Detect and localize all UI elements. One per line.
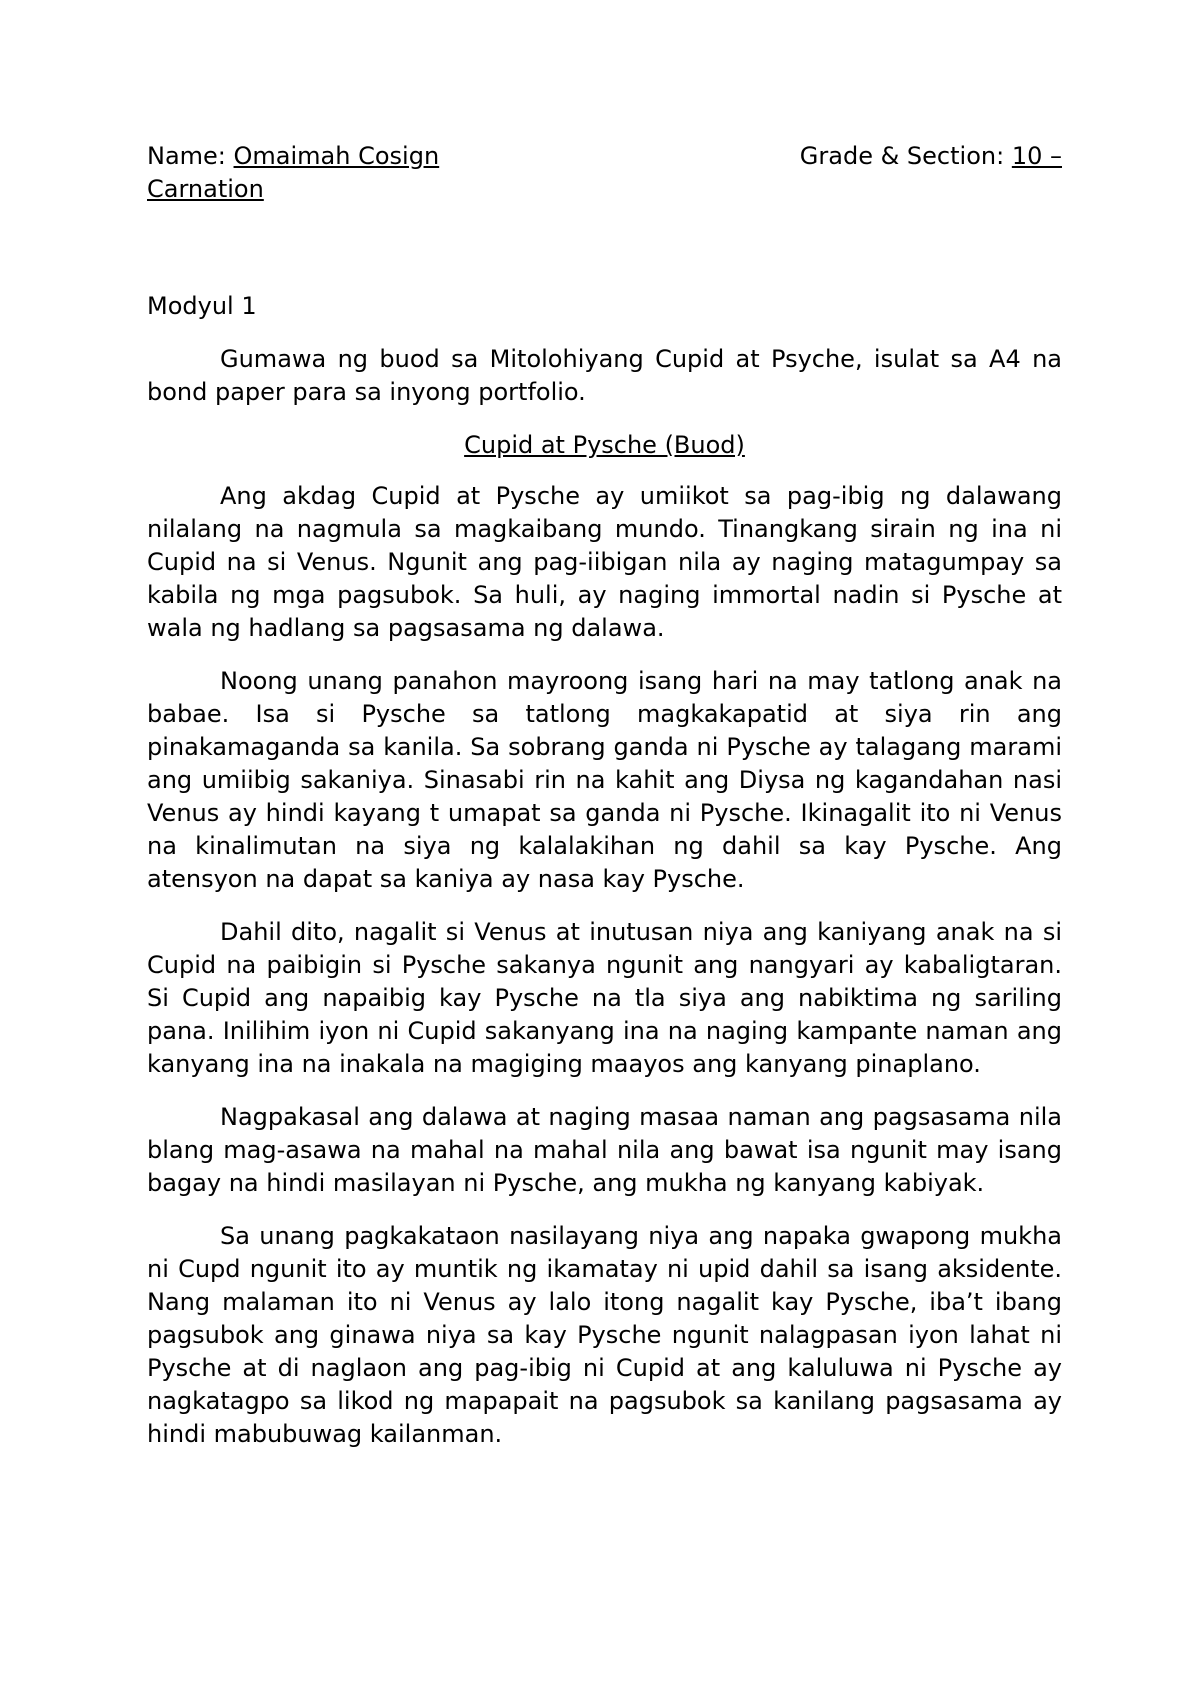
story-title-text: Cupid at Pysche (Buod): [464, 431, 745, 459]
paragraph: Ang akdag Cupid at Pysche ay umiikot sa pag-ibig ng dalawang nilalang na nagmula sa magkaibang mundo. Tinangkang sirain ng ina ni Cupid na si Venus. Ngunit ang pag-iibigan nila ay naging matagumpay sa kabila ng mga pagsubok. Sa huli, ay naging immortal nadin si Pysche at wala ng hadlang sa pagsasama ng dalawa.: [147, 482, 1062, 642]
paragraph: Nagpakasal ang dalawa at naging masaa naman ang pagsasama nila blang mag-asawa na mahal na mahal nila ang bawat isa ngunit may isang bagay na hindi masilayan ni Pysche, ang mukha ng kanyang kabiyak.: [147, 1103, 1062, 1197]
section-value: Carnation: [147, 175, 264, 203]
paragraph: Dahil dito, nagalit si Venus at inutusan niya ang kaniyang anak na si Cupid na paibigin si Pysche sakanya ngunit ang nangyari ay kabaligtaran. Si Cupid ang napaibig kay Pysche na tla siya ang nabiktima ng sariling pana. Inilihim iyon ni Cupid sakanyang ina na naging kampante naman ang kanyang ina na inakala na magiging maayos ang kanyang pinaplano.: [147, 918, 1062, 1078]
paragraph: Noong unang panahon mayroong isang hari na may tatlong anak na babae. Isa si Pysche sa tatlong magkakapatid at siya rin ang pinakamaganda sa kanila. Sa sobrang ganda ni Pysche ay talagang marami ang umiibig sakaniya. Sinasabi rin na kahit ang Diysa ng kagandahan nasi Venus ay hindi kayang t umapat sa ganda ni Pysche. Ikinagalit ito ni Venus na kinalimutan na siya ng kalalakihan ng dahil sa kay Pysche. Ang atensyon na dapat sa kaniya ay nasa kay Pysche.: [147, 667, 1062, 893]
paragraph: Sa unang pagkakataon nasilayang niya ang napaka gwapong mukha ni Cupd ngunit ito ay muntik ng ikamatay ni upid dahil sa isang aksidente. Nang malaman ito ni Venus ay lalo itong nagalit kay Pysche, iba’t ibang pagsubok ang ginawa niya sa kay Pysche ngunit nalagpasan iyon lahat ni Pysche at di naglaon ang pag-ibig ni Cupid at ang kaluluwa ni Pysche ay nagkatagpo sa likod ng mapapait na pagsubok sa kanilang pagsasama ay hindi mabubuwag kailanman.: [147, 1222, 1062, 1448]
story-title: [147, 429, 1062, 462]
instruction-text: Gumawa ng buod sa Mitolohiyang Cupid at Psyche, isulat sa A4 na bond paper para sa inyong portfolio.: [147, 345, 1062, 406]
header-line: [147, 140, 1062, 173]
student-name: Omaimah Cosign: [233, 142, 440, 170]
grade-label: Grade & Section:: [799, 142, 1005, 170]
document-page: [147, 140, 1062, 1451]
grade-section-block: [800, 140, 1062, 173]
grade-value: 10 –: [1011, 142, 1062, 170]
module-title: Modyul 1: [147, 292, 257, 320]
name-label: Name:: [147, 142, 226, 170]
section-line: [147, 173, 1062, 206]
